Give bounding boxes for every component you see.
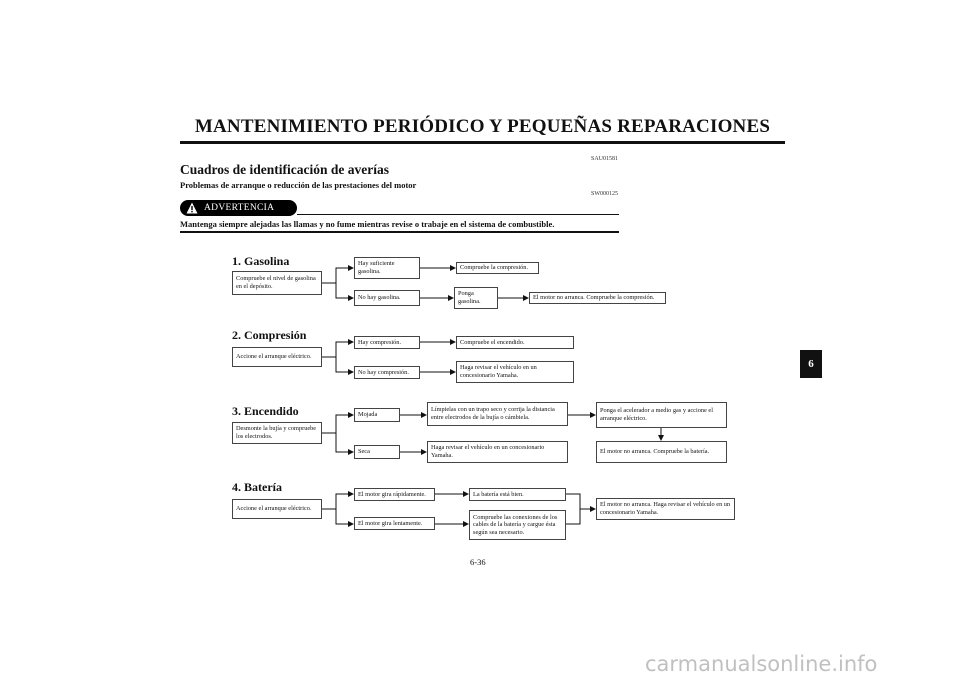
bateria-start-box: Accione el arranque eléctrico. [232, 499, 322, 519]
warning-code: SW000125 [591, 191, 618, 197]
encendido-wet-result-box: El motor no arranca. Compruebe la batería. [596, 441, 727, 463]
bateria-slow-box: El motor gira lentamente. [354, 517, 435, 530]
flowchart-heading-encendido: 3. Encendido [232, 404, 299, 418]
gasolina-yes-box: Hay suficiente gasolina. [354, 257, 420, 279]
page-title: MANTENIMIENTO PERIÓDICO Y PEQUEÑAS REPARACIONES [194, 116, 771, 137]
encendido-start-box: Desmonte la bujía y compruebe los electrodos. [232, 422, 322, 444]
compresion-start-box: Accione el arranque eléctrico. [232, 347, 322, 367]
watermark: carmanualsonline.info [645, 652, 878, 676]
flowchart-heading-bateria: 4. Batería [232, 480, 282, 494]
compresion-no-result-box: Haga revisar el vehículo en un concesionario Yamaha. [456, 361, 574, 383]
gasolina-start-box: Compruebe el nivel de gasolina en el depósito. [232, 271, 322, 295]
page-number: 6-36 [470, 557, 486, 567]
compresion-no-box: No hay compresión. [354, 366, 420, 379]
section-subtitle: Problemas de arranque o reducción de las prestaciones del motor [180, 180, 417, 190]
gasolina-no-action-box: Ponga gasolina. [454, 287, 498, 309]
encendido-dry-result-box: Haga revisar el vehículo en un concesionario Yamaha. [427, 441, 568, 463]
bateria-fast-box: El motor gira rápidamente. [354, 488, 435, 501]
gasolina-yes-result-box: Compruebe la compresión. [456, 262, 539, 274]
warning-text: Mantenga siempre alejadas las llamas y no fume mientras revise o trabaje en el sistema de combustible. [180, 219, 555, 229]
chapter-tab: 6 [800, 350, 822, 378]
encendido-wet-box: Mojada [354, 408, 400, 422]
encendido-dry-box: Seca [354, 445, 400, 459]
encendido-wet-action-box: Límpielas con un trapo seco y corrija la distancia entre electrodos de la bujía o cámbiela. [427, 402, 568, 426]
bateria-fast-result-box: La batería está bien. [469, 488, 566, 501]
compresion-yes-result-box: Compruebe el encendido. [456, 336, 574, 349]
gasolina-no-result-box: El motor no arranca. Compruebe la compresión. [529, 292, 666, 304]
section-code: SAU01581 [590, 156, 618, 162]
compresion-yes-box: Hay compresión. [354, 336, 420, 349]
flowchart-heading-compresion: 2. Compresión [232, 328, 307, 342]
section-title: Cuadros de identificación de averías [180, 162, 389, 177]
encendido-wet-next-box: Ponga el acelerador a medio gas y accione el arranque eléctrico. [596, 402, 727, 428]
bateria-final-box: El motor no arranca. Haga revisar el vehículo en un concesionario Yamaha. [596, 498, 735, 520]
warning-label: ADVERTENCIA [204, 203, 275, 213]
flowchart-heading-gasolina: 1. Gasolina [232, 254, 290, 268]
gasolina-no-box: No hay gasolina. [354, 290, 420, 306]
bateria-slow-result-box: Compruebe las conexiones de los cables de la batería y cargue ésta según sea necesario. [469, 510, 566, 540]
